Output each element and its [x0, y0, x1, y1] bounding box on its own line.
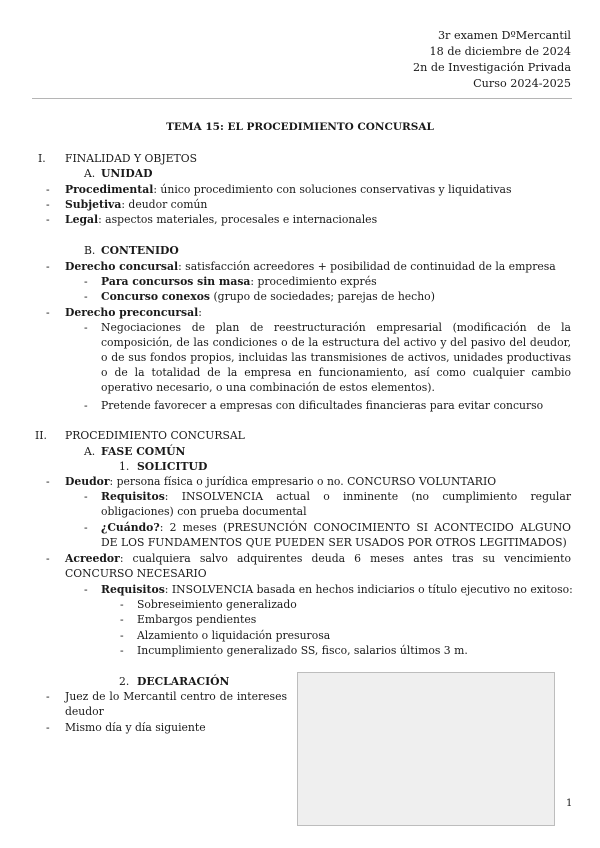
subsection-a-heading: UNIDAD [101, 167, 153, 180]
list-item-derecho-concursal: Derecho concursal: satisfacción acreedores + posibilidad de continuidad de la empresa [65, 260, 556, 273]
subsection-b-letter: B. [84, 244, 96, 257]
section-ii-number: II. [35, 429, 47, 442]
header-exam: 3r examen DºMercantil [437, 29, 571, 42]
list-item-requisitos-acreedor: Requisitos: INSOLVENCIA basada en hechos indiciarios o título ejecutivo no exitoso: [101, 583, 573, 596]
header-date: 18 de diciembre de 2024 [429, 45, 571, 58]
list-item-subjetiva: Subjetiva: deudor común [65, 198, 208, 211]
subsubsection-2-number: 2. [119, 675, 130, 688]
list-item-derecho-preconcursal: Derecho preconcursal: [65, 306, 202, 319]
list-item-requisitos-deudor: Requisitos: INSOLVENCIA actual o inminente (no cumplimiento regular obligaciones) con prueba documental [101, 490, 571, 518]
header-year: Curso 2024-2025 [473, 77, 571, 90]
section-i-number: I. [38, 152, 46, 165]
bullet-dash: - [46, 721, 50, 734]
list-item-legal: Legal: aspectos materiales, procesales e internacionales [65, 213, 378, 226]
subsection-a-letter: A. [84, 445, 96, 458]
page-number: 1 [566, 798, 573, 809]
list-item-juez: Juez de lo Mercantil centro de intereses deudor [65, 690, 287, 718]
bullet-dash: - [120, 644, 124, 657]
list-item-deudor: Deudor: persona física o jurídica empresario o no. CONCURSO VOLUNTARIO [65, 475, 497, 488]
list-item-sobreseimiento: Sobreseimiento generalizado [137, 598, 297, 611]
list-item-concursos-sin-masa: Para concursos sin masa: procedimiento exprés [101, 275, 377, 288]
bullet-dash: - [84, 290, 88, 303]
list-item-concurso-conexos: Concurso conexos (grupo de sociedades; parejas de hecho) [101, 290, 435, 303]
list-item-pretende: Pretende favorecer a empresas con dificultades financieras para evitar concurso [101, 399, 544, 412]
header-divider [32, 98, 572, 99]
bullet-dash: - [46, 475, 50, 488]
bullet-dash: - [120, 598, 124, 611]
subsection-a-heading: FASE COMÚN [101, 445, 186, 458]
image-placeholder [297, 672, 555, 826]
bullet-dash: - [46, 690, 50, 703]
list-item-cuando: ¿Cuándo?: 2 meses (PRESUNCIÓN CONOCIMIENTO SI ACONTECIDO ALGUNO DE LOS FUNDAMENTOS QUE PUEDEN SER USADOS POR OTROS LEGITIMADOS) [101, 521, 571, 549]
bullet-dash: - [84, 399, 88, 412]
header-course: 2n de Investigación Privada [412, 61, 571, 74]
subsubsection-2-heading: DECLARACIÓN [137, 675, 230, 688]
list-item-procedimental: Procedimental: único procedimiento con soluciones conservativas y liquidativas [65, 183, 512, 196]
list-item-alzamiento: Alzamiento o liquidación presurosa [137, 629, 331, 642]
bullet-dash: - [46, 198, 50, 211]
list-item-embargos: Embargos pendientes [137, 613, 257, 626]
bullet-dash: - [120, 629, 124, 642]
bullet-dash: - [84, 321, 88, 334]
subsubsection-1-heading: SOLICITUD [137, 460, 208, 473]
list-item-mismo-dia: Mismo día y día siguiente [65, 721, 206, 734]
subsection-a-letter: A. [84, 167, 96, 180]
bullet-dash: - [46, 260, 50, 273]
list-item-incumplimiento: Incumplimiento generalizado SS, fisco, salarios últimos 3 m. [137, 644, 468, 657]
bullet-dash: - [120, 613, 124, 626]
bullet-dash: - [46, 552, 50, 565]
paragraph-negociaciones: Negociaciones de plan de reestructuración empresarial (modificación de la composición, de las condiciones o de la estructura del activo y del pasivo del deudor, o de sus fondos propios, incluidas las transmisiones de activos, unidades productivas o de la totalidad de la empresa en funcionamiento, así como cualquier cambio operativo necesario, o una combinación de estos elementos). [101, 321, 571, 394]
subsubsection-1-number: 1. [119, 460, 130, 473]
page-title: TEMA 15: EL PROCEDIMIENTO CONCURSAL [166, 121, 434, 133]
bullet-dash: - [46, 213, 50, 226]
bullet-dash: - [84, 490, 88, 503]
section-i-heading: FINALIDAD Y OBJETOS [65, 152, 197, 165]
section-ii-heading: PROCEDIMIENTO CONCURSAL [65, 429, 245, 442]
bullet-dash: - [84, 583, 88, 596]
document-header [413, 28, 571, 92]
bullet-dash: - [46, 306, 50, 319]
bullet-dash: - [84, 521, 88, 534]
subsection-b-heading: CONTENIDO [101, 244, 179, 257]
list-item-acreedor: Acreedor: cualquiera salvo adquirentes deuda 6 meses antes tras su vencimiento CONCURSO NECESARIO [65, 552, 571, 580]
bullet-dash: - [46, 183, 50, 196]
bullet-dash: - [84, 275, 88, 288]
